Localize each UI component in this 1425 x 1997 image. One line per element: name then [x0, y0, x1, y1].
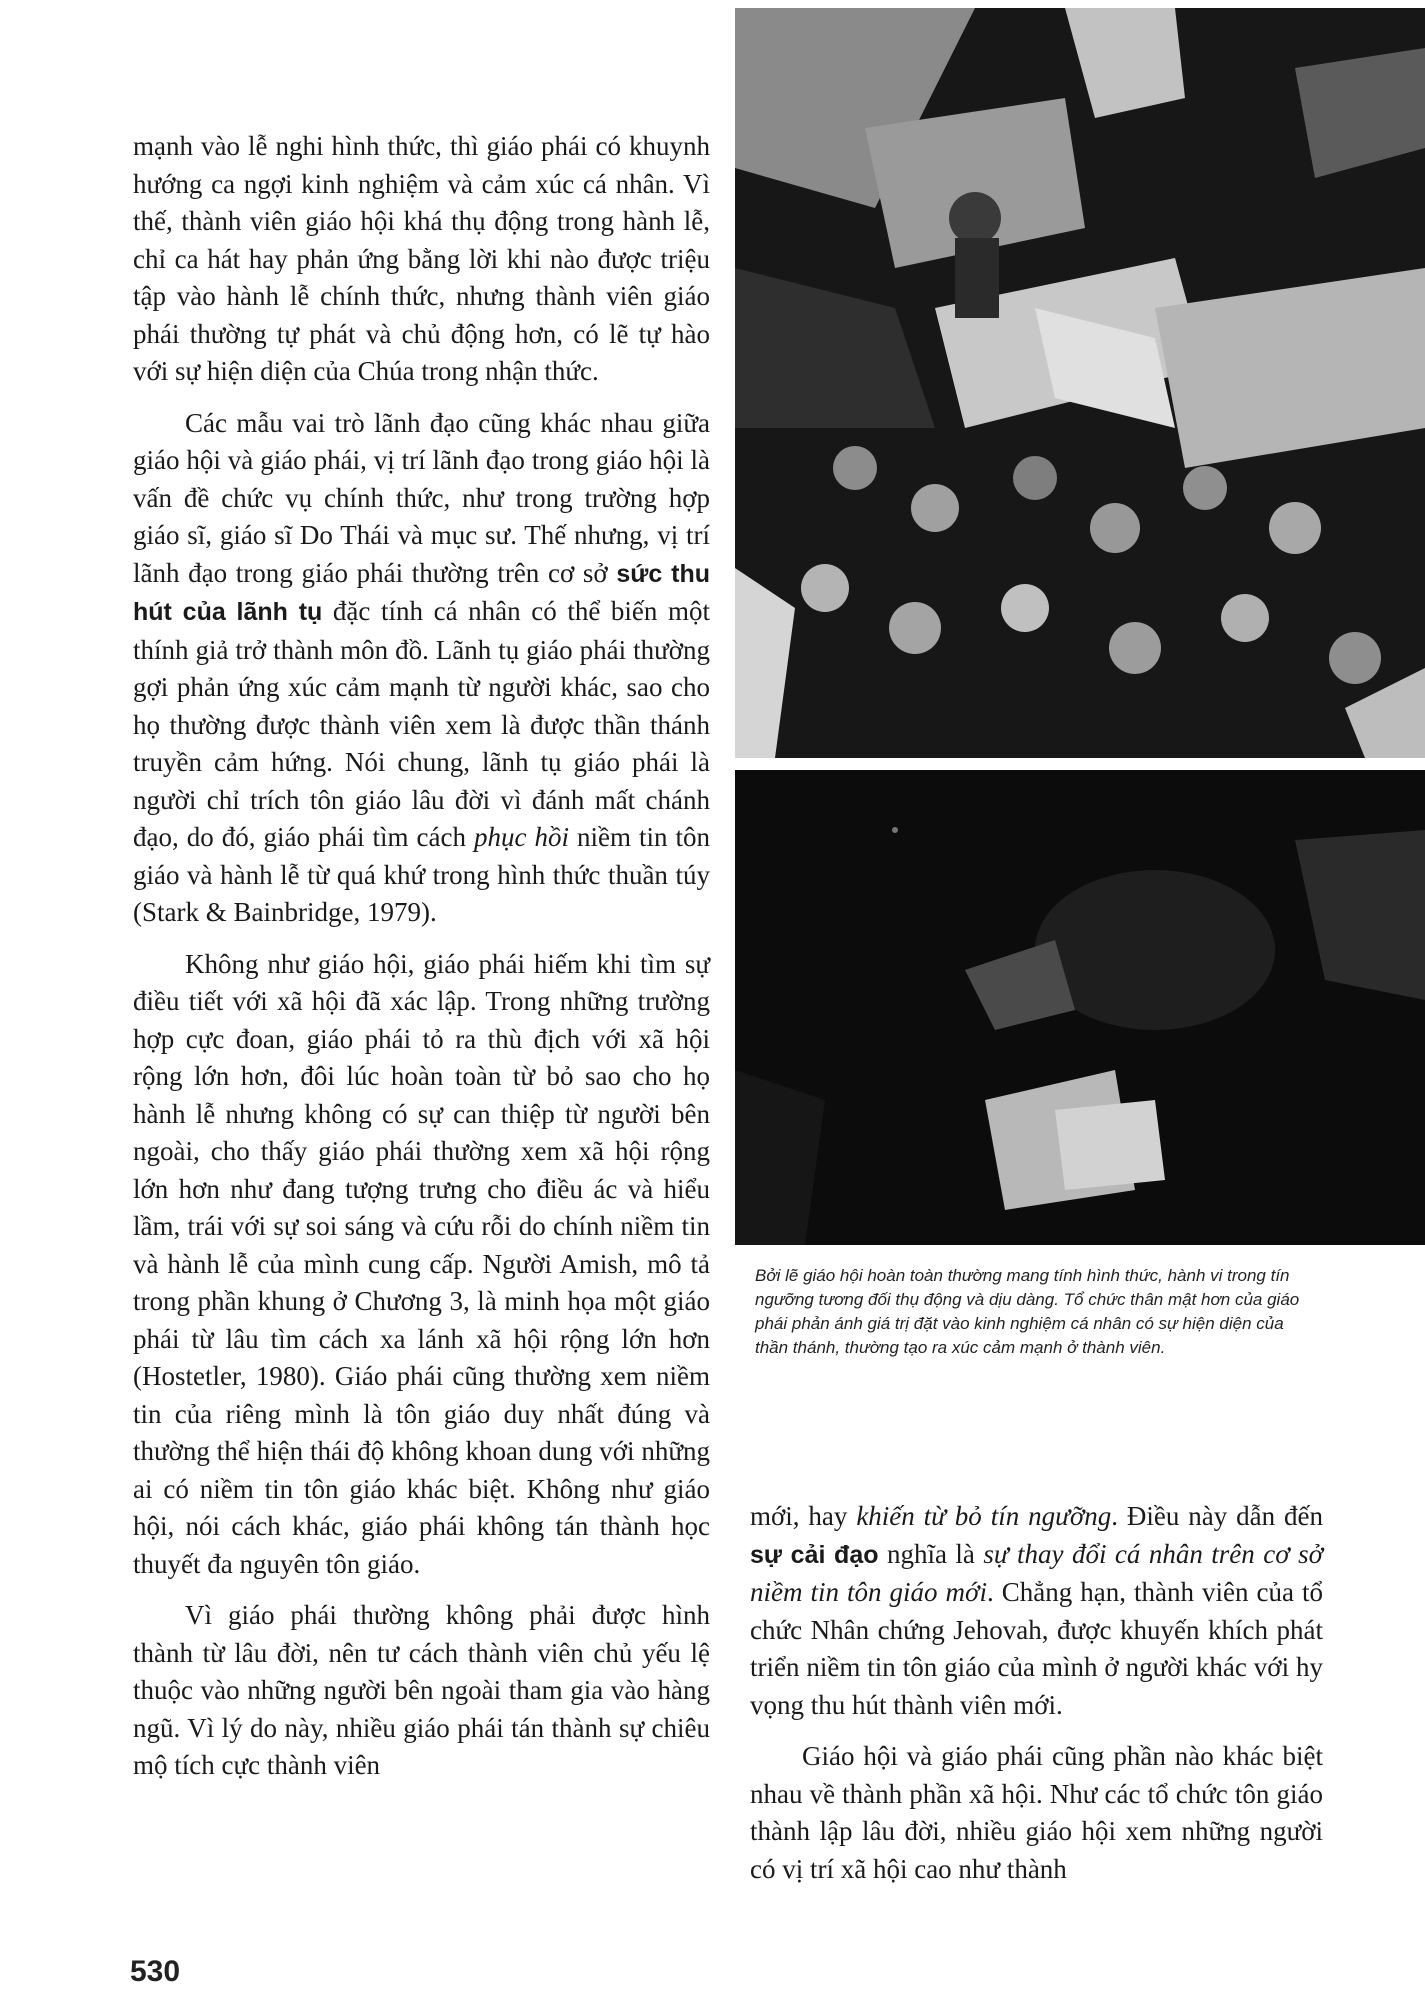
- worship-photo-church: [735, 8, 1425, 758]
- term-charisma: sức thu hút của lãnh tụ: [133, 559, 710, 626]
- photo-caption: Bởi lẽ giáo hội hoàn toàn thường mang tính hình thức, hành vi trong tín ngưỡng tương đối thụ động và dịu dàng. Tổ chức thân mật hơn của giáo phái phản ánh giá trị đặt vào kinh nghiệm cá nhân có sự hiện diện của thần thánh, thường tạo ra xúc cảm mạnh ở thành viên.: [755, 1266, 1300, 1357]
- term-conversion: sự cải đạo: [750, 1540, 879, 1569]
- paragraph-2: [133, 405, 710, 932]
- right-paragraph-2: Giáo hội và giáo phái cũng phần nào khác biệt nhau về thành phần xã hội. Như các tổ chức tôn giáo thành lập lâu đời, nhiều giáo hội xem những người có vị trí xã hội cao như thành: [750, 1741, 1323, 1884]
- sect-photo-drawing: [735, 770, 1425, 1245]
- paragraph-4: Vì giáo phái thường không phải được hình thành từ lâu đời, nên tư cách thành viên chủ yếu lệ thuộc vào những người bên ngoài tham gia vào hàng ngũ. Vì lý do này, nhiều giáo phái tán thành sự chiêu mộ tích cực thành viên: [133, 1600, 710, 1780]
- right-paragraph-1-text-c: nghĩa là: [878, 1538, 984, 1569]
- page-number: 530: [130, 1955, 181, 1988]
- conversion-definition: sự thay đổi cá nhân trên cơ sở niềm tin tôn giáo mới: [750, 1538, 1323, 1607]
- right-paragraph-1: [750, 1498, 1323, 1724]
- paragraph-2-text-c: niềm tin tôn giáo và hành lễ từ quá khứ trong hình thức thuần túy (Stark & Bainbridge, 1979).: [133, 822, 710, 927]
- paragraph-2-text-a: Các mẫu vai trò lãnh đạo cũng khác nhau giữa giáo hội và giáo phái, vị trí lãnh đạo trong giáo hội là vấn đề chức vụ chính thức, như trong trường hợp giáo sĩ, giáo sĩ Do Thái và mục sư. Thế nhưng, vị trí lãnh đạo trong giáo phái thường trên cơ sở: [133, 407, 710, 588]
- emphasis-restore: phục hồi: [473, 822, 569, 852]
- right-paragraph-1-text-d: . Chẳng hạn, thành viên của tổ chức Nhân chứng Jehovah, được khuyến khích phát triển niềm tin tôn giáo của mình ở người khác với hy vọng thu hút thành viên mới.: [750, 1577, 1323, 1720]
- right-paragraph-1-text-b: . Điều này dẫn đến: [1111, 1501, 1324, 1531]
- emphasis-abandon-faith: khiến từ bỏ tín ngưỡng: [856, 1501, 1112, 1531]
- paragraph-1: mạnh vào lễ nghi hình thức, thì giáo phái có khuynh hướng ca ngợi kinh nghiệm và cảm xúc cá nhân. Vì thế, thành viên giáo hội khá thụ động trong hành lễ, chỉ ca hát hay phản ứng bằng lời khi nào được triệu tập vào hành lễ chính thức, nhưng thành viên giáo phái thường tự phát và chủ động hơn, có lẽ tự hào với sự hiện diện của Chúa trong nhận thức.: [133, 131, 710, 386]
- worship-photo-sect: [735, 770, 1425, 1245]
- paragraph-2-text-b: đặc tính cá nhân có thể biến một thính giả trở thành môn đồ. Lãnh tụ giáo phái thường gợi phản ứng xúc cảm mạnh từ người khác, sao cho họ thường được thành viên xem là được thần thánh truyền cảm hứng. Nói chung, lãnh tụ giáo phái là người chỉ trích tôn giáo lâu đời vì đánh mất chánh đạo, do đó, giáo phái tìm cách: [133, 596, 710, 852]
- right-paragraph-1-text-a: mới, hay: [750, 1501, 857, 1531]
- church-photo-drawing: [735, 8, 1425, 758]
- paragraph-3: Không như giáo hội, giáo phái hiếm khi tìm sự điều tiết với xã hội đã xác lập. Trong những trường hợp cực đoan, giáo phái tỏ ra thù địch với xã hội rộng lớn hơn, đôi lúc hoàn toàn từ bỏ sao cho họ hành lễ nhưng không có sự can thiệp từ người bên ngoài, cho thấy giáo phái thường xem xã hội rộng lớn hơn như đang tượng trưng cho điều ác và hiểu lầm, trái với sự soi sáng và cứu rỗi do chính niềm tin và hành lễ của mình cung cấp. Người Amish, mô tả trong phần khung ở Chương 3, là minh họa một giáo phái từ lâu tìm cách xa lánh xã hội rộng lớn hơn (Hostetler, 1980). Giáo phái cũng thường xem niềm tin của riêng mình là tôn giáo duy nhất đúng và thường thể hiện thái độ không khoan dung với những ai có niềm tin tôn giáo khác biệt. Không như giáo hội, nói cách khác, giáo phái không tán thành học thuyết đa nguyên tôn giáo.: [133, 948, 710, 1579]
- left-text-column: [133, 128, 710, 1799]
- right-text-column: [750, 1498, 1323, 1902]
